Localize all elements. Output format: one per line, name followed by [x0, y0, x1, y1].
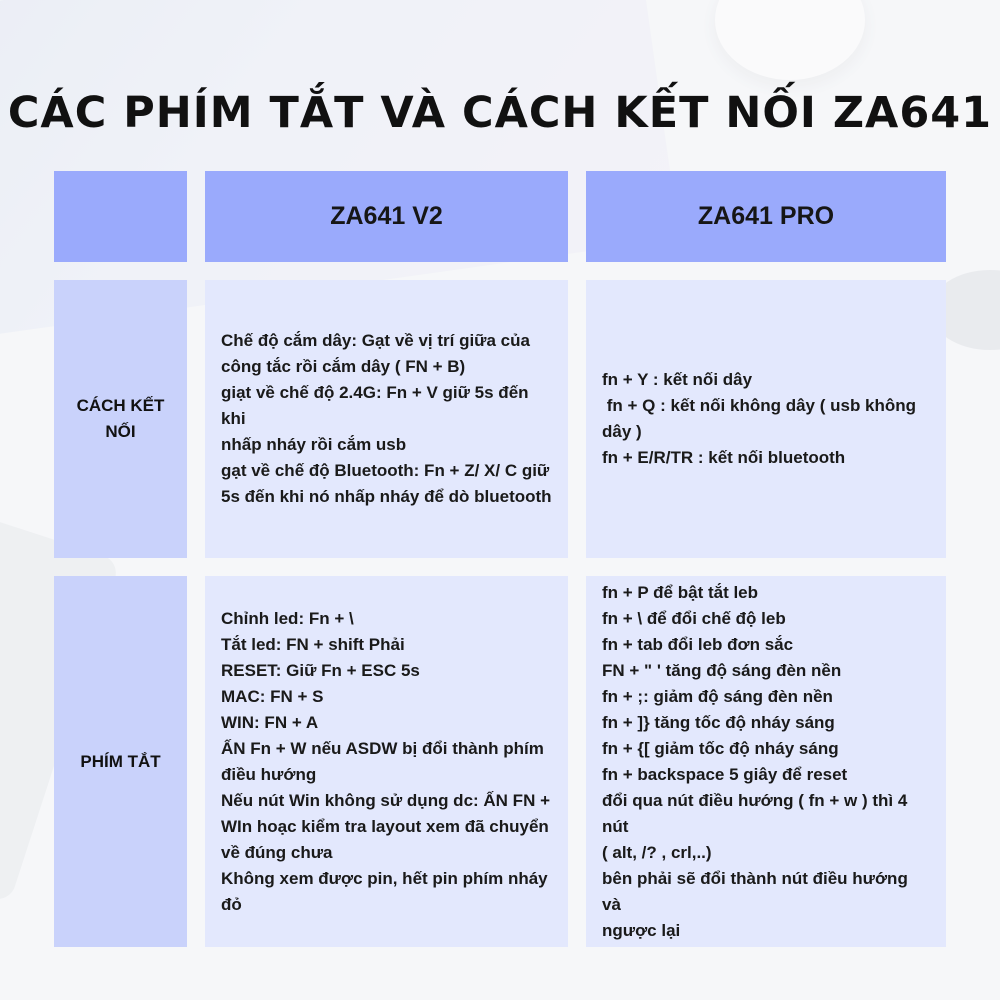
text-line: công tắc rồi cắm dây ( FN + B): [221, 357, 466, 376]
column-label: ZA641 V2: [330, 202, 443, 230]
text-line: WIn hoạc kiểm tra layout xem đã chuyển: [221, 816, 549, 836]
text-line: 5s đến khi nó nhấp nháy để dò bluetooth: [221, 487, 552, 506]
text-line: nhấp nháy rồi cắm usb: [221, 435, 407, 454]
text-line: ẤN Fn + W nếu ASDW bị đổi thành phím: [221, 738, 544, 758]
text-line: fn + Q : kết nối không dây ( usb không: [602, 396, 917, 415]
cell-connection-pro: [586, 280, 946, 558]
table-header-za641-v2: [205, 171, 568, 262]
text-line: WIN: FN + A: [221, 712, 319, 732]
cell-shortcuts-pro: [586, 576, 946, 947]
table-header-corner: [54, 171, 187, 262]
text-line: điều hướng: [221, 764, 317, 784]
text-line: RESET: Giữ Fn + ESC 5s: [221, 660, 420, 680]
text-line: Nếu nút Win không sử dụng dc: ẤN FN +: [221, 790, 550, 810]
row-label-connection: [54, 280, 187, 558]
cell-connection-v2: [205, 280, 568, 558]
row-label-shortcuts: [54, 576, 187, 947]
text-line: đỏ: [221, 894, 242, 914]
text-line: fn + tab đổi leb đơn sắc: [602, 634, 794, 654]
page-title: CÁC PHÍM TẮT VÀ CÁCH KẾT NỐI ZA641: [7, 88, 993, 138]
text-line: fn + ;: giảm độ sáng đèn nền: [602, 686, 833, 706]
text-line: gạt về chế độ Bluetooth: Fn + Z/ X/ C giữ: [221, 461, 550, 480]
text-line: Chỉnh led: Fn + \: [221, 608, 354, 628]
text-line: Chế độ cắm dây: Gạt về vị trí giữa của: [221, 331, 530, 350]
text-line: Tắt led: FN + shift Phải: [221, 634, 405, 654]
text-line: ngược lại: [602, 920, 681, 940]
text-line: fn + ]} tăng tốc độ nháy sáng: [602, 712, 835, 732]
text-line: đổi qua nút điều hướng ( fn + w ) thì 4 nút: [602, 790, 913, 836]
table-header-za641-pro: [586, 171, 946, 262]
text-line: MAC: FN + S: [221, 686, 324, 706]
column-label: ZA641 PRO: [697, 202, 835, 230]
text-line: về đúng chưa: [221, 842, 333, 862]
cell-shortcuts-v2: [205, 576, 568, 947]
text-line: Không xem được pin, hết pin phím nháy: [221, 868, 548, 888]
text-line: fn + {[ giảm tốc độ nháy sáng: [602, 738, 839, 758]
row-label: PHÍM TẮT: [80, 751, 161, 771]
text-line: FN + " ' tăng độ sáng đèn nền: [602, 660, 842, 680]
text-line: fn + Y : kết nối dây: [602, 370, 753, 389]
text-line: bên phải sẽ đổi thành nút điều hướng và: [602, 868, 913, 914]
text-line: fn + P để bật tắt leb: [602, 582, 759, 602]
text-line: dây ): [602, 422, 642, 441]
text-line: fn + \ để đổi chế độ leb: [602, 608, 786, 628]
text-line: fn + backspace 5 giây để reset: [602, 764, 848, 784]
text-line: ( alt, /? , crl,..): [602, 842, 712, 862]
row-label: CÁCH KẾT NỐI: [76, 396, 165, 441]
text-line: fn + E/R/TR : kết nối bluetooth: [602, 448, 846, 467]
text-line: giạt về chế độ 2.4G: Fn + V giữ 5s đến khi: [221, 383, 534, 428]
